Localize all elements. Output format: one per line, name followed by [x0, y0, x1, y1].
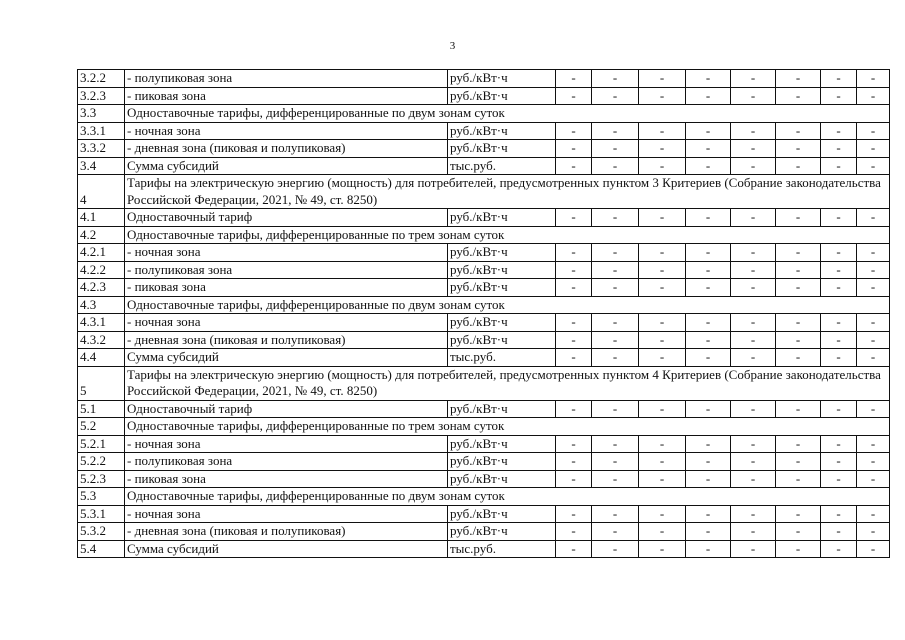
row-unit: тыс.руб.: [448, 349, 556, 367]
row-number: 4.2.3: [78, 279, 125, 297]
page-number: 3: [449, 40, 456, 52]
row-number: 3.3.1: [78, 122, 125, 140]
value-cell: -: [592, 261, 639, 279]
value-cell: -: [686, 349, 731, 367]
value-cell: -: [857, 505, 890, 523]
row-unit: руб./кВт·ч: [448, 435, 556, 453]
value-cell: -: [776, 87, 821, 105]
row-number: 4.4: [78, 349, 125, 367]
value-cell: -: [731, 505, 776, 523]
table-row: [78, 523, 890, 541]
value-cell: -: [639, 453, 686, 471]
row-unit: руб./кВт·ч: [448, 209, 556, 227]
row-number: 3.3.2: [78, 140, 125, 158]
value-cell: -: [686, 87, 731, 105]
value-cell: -: [776, 540, 821, 558]
section-heading: Одноставочные тарифы, дифференцированные по трем зонам суток: [125, 418, 890, 436]
value-cell: -: [821, 523, 857, 541]
value-cell: -: [592, 140, 639, 158]
value-cell: -: [556, 435, 592, 453]
row-number: 4.3.1: [78, 314, 125, 332]
value-cell: -: [821, 140, 857, 158]
value-cell: -: [686, 453, 731, 471]
value-cell: -: [556, 331, 592, 349]
value-cell: -: [821, 314, 857, 332]
value-cell: -: [639, 209, 686, 227]
row-unit: руб./кВт·ч: [448, 87, 556, 105]
table-row: [78, 279, 890, 297]
value-cell: -: [857, 400, 890, 418]
row-unit: руб./кВт·ч: [448, 453, 556, 471]
value-cell: -: [556, 470, 592, 488]
value-cell: -: [686, 157, 731, 175]
value-cell: -: [686, 70, 731, 88]
value-cell: -: [556, 314, 592, 332]
value-cell: -: [776, 244, 821, 262]
value-cell: -: [857, 261, 890, 279]
value-cell: -: [592, 244, 639, 262]
table-row: [78, 261, 890, 279]
value-cell: -: [821, 435, 857, 453]
table-row: [78, 400, 890, 418]
row-number: 4.3.2: [78, 331, 125, 349]
value-cell: -: [686, 505, 731, 523]
table-row: [78, 470, 890, 488]
value-cell: -: [821, 540, 857, 558]
value-cell: -: [592, 279, 639, 297]
value-cell: -: [821, 157, 857, 175]
value-cell: -: [857, 87, 890, 105]
table-row: [78, 157, 890, 175]
tariff-table-body: [78, 70, 890, 558]
value-cell: -: [731, 279, 776, 297]
value-cell: -: [821, 331, 857, 349]
row-unit: руб./кВт·ч: [448, 122, 556, 140]
value-cell: -: [639, 540, 686, 558]
value-cell: -: [639, 70, 686, 88]
row-name: - ночная зона: [125, 244, 448, 262]
value-cell: -: [857, 244, 890, 262]
value-cell: -: [639, 261, 686, 279]
value-cell: -: [731, 87, 776, 105]
value-cell: -: [592, 400, 639, 418]
value-cell: -: [731, 140, 776, 158]
value-cell: -: [857, 70, 890, 88]
value-cell: -: [556, 523, 592, 541]
row-number: 4.2.2: [78, 261, 125, 279]
section-heading-row: [78, 366, 890, 400]
section-heading: Одноставочные тарифы, дифференцированные по трем зонам суток: [125, 226, 890, 244]
value-cell: -: [731, 314, 776, 332]
value-cell: -: [639, 400, 686, 418]
value-cell: -: [592, 349, 639, 367]
section-heading: Одноставочные тарифы, дифференцированные по двум зонам суток: [125, 488, 890, 506]
row-number: 5.2.2: [78, 453, 125, 471]
value-cell: -: [857, 435, 890, 453]
row-number: 4: [78, 175, 125, 209]
value-cell: -: [821, 505, 857, 523]
value-cell: -: [857, 157, 890, 175]
section-heading-row: [78, 105, 890, 123]
value-cell: -: [639, 349, 686, 367]
row-unit: руб./кВт·ч: [448, 523, 556, 541]
value-cell: -: [776, 523, 821, 541]
value-cell: -: [731, 470, 776, 488]
value-cell: -: [556, 87, 592, 105]
row-number: 3.2.3: [78, 87, 125, 105]
value-cell: -: [686, 261, 731, 279]
section-heading-row: [78, 418, 890, 436]
value-cell: -: [731, 435, 776, 453]
row-name: - ночная зона: [125, 314, 448, 332]
value-cell: -: [821, 261, 857, 279]
table-row: [78, 314, 890, 332]
value-cell: -: [686, 435, 731, 453]
value-cell: -: [776, 435, 821, 453]
value-cell: -: [592, 331, 639, 349]
row-unit: руб./кВт·ч: [448, 244, 556, 262]
value-cell: -: [731, 122, 776, 140]
row-number: 5.2.3: [78, 470, 125, 488]
value-cell: -: [731, 261, 776, 279]
table-row: [78, 349, 890, 367]
value-cell: -: [592, 87, 639, 105]
value-cell: -: [731, 209, 776, 227]
value-cell: -: [639, 157, 686, 175]
row-number: 3.4: [78, 157, 125, 175]
tariff-table: [77, 69, 890, 558]
table-row: [78, 505, 890, 523]
value-cell: -: [639, 314, 686, 332]
row-unit: руб./кВт·ч: [448, 400, 556, 418]
value-cell: -: [857, 279, 890, 297]
value-cell: -: [592, 470, 639, 488]
value-cell: -: [776, 331, 821, 349]
value-cell: -: [686, 470, 731, 488]
value-cell: -: [556, 122, 592, 140]
value-cell: -: [592, 453, 639, 471]
row-number: 4.3: [78, 296, 125, 314]
table-row: [78, 70, 890, 88]
value-cell: -: [556, 244, 592, 262]
row-number: 5: [78, 366, 125, 400]
value-cell: -: [857, 314, 890, 332]
row-number: 5.2.1: [78, 435, 125, 453]
value-cell: -: [556, 505, 592, 523]
row-number: 5.1: [78, 400, 125, 418]
value-cell: -: [821, 209, 857, 227]
row-unit: руб./кВт·ч: [448, 470, 556, 488]
value-cell: -: [776, 470, 821, 488]
value-cell: -: [592, 157, 639, 175]
value-cell: -: [639, 435, 686, 453]
value-cell: -: [776, 400, 821, 418]
row-name: Сумма субсидий: [125, 349, 448, 367]
value-cell: -: [731, 400, 776, 418]
value-cell: -: [731, 331, 776, 349]
value-cell: -: [857, 331, 890, 349]
row-unit: руб./кВт·ч: [448, 140, 556, 158]
row-name: Одноставочный тариф: [125, 209, 448, 227]
value-cell: -: [776, 122, 821, 140]
section-heading: Тарифы на электрическую энергию (мощность) для потребителей, предусмотренных пунктом 4 Критериев (Собрание законодательства Российской Федерации, 2021, № 49, ст. 8250): [125, 366, 890, 400]
value-cell: -: [556, 349, 592, 367]
row-unit: тыс.руб.: [448, 540, 556, 558]
row-name: Сумма субсидий: [125, 157, 448, 175]
value-cell: -: [592, 540, 639, 558]
table-row: [78, 435, 890, 453]
value-cell: -: [857, 122, 890, 140]
row-number: 5.2: [78, 418, 125, 436]
value-cell: -: [686, 400, 731, 418]
value-cell: -: [639, 87, 686, 105]
value-cell: -: [776, 157, 821, 175]
row-name: - ночная зона: [125, 122, 448, 140]
value-cell: -: [686, 540, 731, 558]
row-unit: руб./кВт·ч: [448, 314, 556, 332]
value-cell: -: [776, 209, 821, 227]
value-cell: -: [821, 70, 857, 88]
value-cell: -: [556, 70, 592, 88]
value-cell: -: [639, 244, 686, 262]
value-cell: -: [821, 349, 857, 367]
value-cell: -: [857, 470, 890, 488]
value-cell: -: [857, 209, 890, 227]
value-cell: -: [821, 453, 857, 471]
row-name: - полупиковая зона: [125, 261, 448, 279]
row-name: - пиковая зона: [125, 279, 448, 297]
value-cell: -: [731, 540, 776, 558]
value-cell: -: [776, 453, 821, 471]
value-cell: -: [776, 279, 821, 297]
table-row: [78, 540, 890, 558]
value-cell: -: [686, 314, 731, 332]
row-name: - ночная зона: [125, 505, 448, 523]
value-cell: -: [556, 157, 592, 175]
section-heading: Одноставочные тарифы, дифференцированные по двум зонам суток: [125, 105, 890, 123]
row-name: - дневная зона (пиковая и полупиковая): [125, 523, 448, 541]
table-row: [78, 244, 890, 262]
value-cell: -: [776, 261, 821, 279]
row-unit: руб./кВт·ч: [448, 331, 556, 349]
value-cell: -: [821, 87, 857, 105]
value-cell: -: [857, 540, 890, 558]
value-cell: -: [639, 140, 686, 158]
table-row: [78, 209, 890, 227]
value-cell: -: [821, 400, 857, 418]
value-cell: -: [776, 70, 821, 88]
value-cell: -: [686, 331, 731, 349]
row-unit: тыс.руб.: [448, 157, 556, 175]
row-name: - полупиковая зона: [125, 453, 448, 471]
value-cell: -: [821, 244, 857, 262]
table-row: [78, 140, 890, 158]
value-cell: -: [556, 540, 592, 558]
section-heading-row: [78, 226, 890, 244]
value-cell: -: [556, 261, 592, 279]
section-heading: Одноставочные тарифы, дифференцированные по двум зонам суток: [125, 296, 890, 314]
row-number: 4.2: [78, 226, 125, 244]
value-cell: -: [776, 314, 821, 332]
row-number: 5.3.2: [78, 523, 125, 541]
value-cell: -: [731, 349, 776, 367]
value-cell: -: [731, 244, 776, 262]
row-number: 4.1: [78, 209, 125, 227]
value-cell: -: [731, 453, 776, 471]
value-cell: -: [639, 505, 686, 523]
value-cell: -: [592, 209, 639, 227]
value-cell: -: [686, 279, 731, 297]
section-heading-row: [78, 488, 890, 506]
value-cell: -: [639, 470, 686, 488]
value-cell: -: [686, 523, 731, 541]
value-cell: -: [556, 400, 592, 418]
row-number: 5.3.1: [78, 505, 125, 523]
value-cell: -: [556, 279, 592, 297]
row-name: Одноставочный тариф: [125, 400, 448, 418]
value-cell: -: [821, 122, 857, 140]
row-unit: руб./кВт·ч: [448, 70, 556, 88]
row-unit: руб./кВт·ч: [448, 279, 556, 297]
value-cell: -: [686, 140, 731, 158]
table-row: [78, 122, 890, 140]
row-unit: руб./кВт·ч: [448, 261, 556, 279]
value-cell: -: [686, 122, 731, 140]
value-cell: -: [857, 453, 890, 471]
row-name: - пиковая зона: [125, 470, 448, 488]
value-cell: -: [639, 279, 686, 297]
row-name: - дневная зона (пиковая и полупиковая): [125, 140, 448, 158]
value-cell: -: [556, 453, 592, 471]
row-number: 5.3: [78, 488, 125, 506]
value-cell: -: [731, 523, 776, 541]
row-number: 3.3: [78, 105, 125, 123]
value-cell: -: [639, 523, 686, 541]
value-cell: -: [857, 349, 890, 367]
value-cell: -: [776, 505, 821, 523]
value-cell: -: [556, 209, 592, 227]
row-number: 4.2.1: [78, 244, 125, 262]
value-cell: -: [686, 244, 731, 262]
value-cell: -: [821, 470, 857, 488]
value-cell: -: [639, 122, 686, 140]
row-name: - дневная зона (пиковая и полупиковая): [125, 331, 448, 349]
row-number: 5.4: [78, 540, 125, 558]
value-cell: -: [731, 70, 776, 88]
value-cell: -: [592, 435, 639, 453]
row-name: - ночная зона: [125, 435, 448, 453]
value-cell: -: [776, 349, 821, 367]
section-heading-row: [78, 296, 890, 314]
value-cell: -: [857, 140, 890, 158]
value-cell: -: [731, 157, 776, 175]
table-row: [78, 87, 890, 105]
row-name: - пиковая зона: [125, 87, 448, 105]
section-heading: Тарифы на электрическую энергию (мощность) для потребителей, предусмотренных пунктом 3 Критериев (Собрание законодательства Российской Федерации, 2021, № 49, ст. 8250): [125, 175, 890, 209]
row-name: Сумма субсидий: [125, 540, 448, 558]
value-cell: -: [686, 209, 731, 227]
row-name: - полупиковая зона: [125, 70, 448, 88]
value-cell: -: [592, 505, 639, 523]
row-number: 3.2.2: [78, 70, 125, 88]
value-cell: -: [556, 140, 592, 158]
row-unit: руб./кВт·ч: [448, 505, 556, 523]
value-cell: -: [592, 523, 639, 541]
value-cell: -: [857, 523, 890, 541]
value-cell: -: [592, 70, 639, 88]
value-cell: -: [821, 279, 857, 297]
value-cell: -: [639, 331, 686, 349]
table-row: [78, 453, 890, 471]
section-heading-row: [78, 175, 890, 209]
value-cell: -: [592, 314, 639, 332]
value-cell: -: [592, 122, 639, 140]
value-cell: -: [776, 140, 821, 158]
table-row: [78, 331, 890, 349]
